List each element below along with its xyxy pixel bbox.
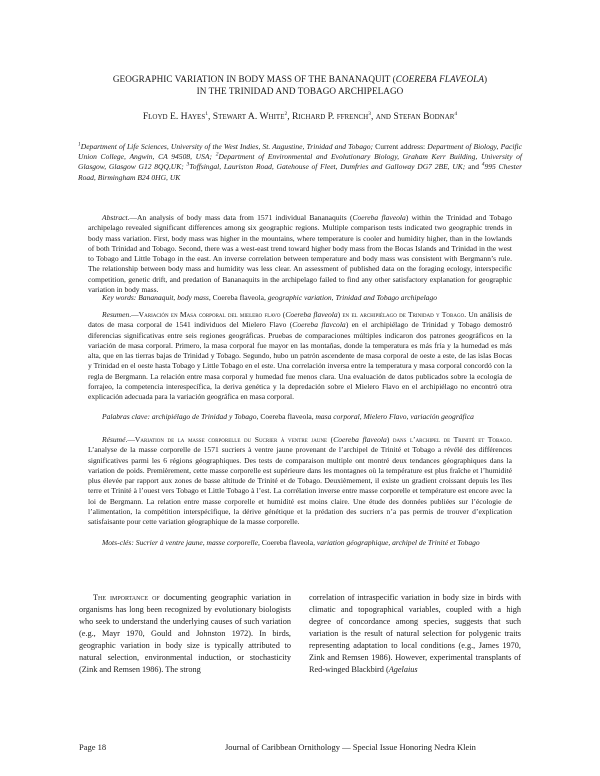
- title-species: COEREBA FLAVEOLA: [395, 74, 484, 84]
- keywords-en: Key words: Bananaquit, body mass, Coereba flaveola, geographic variation, Trinidad and Tobago archipelago: [102, 293, 437, 302]
- title-line-2: IN THE TRINIDAD AND TOBAGO ARCHIPELAGO: [196, 86, 404, 97]
- author-2: Stewart A. White: [212, 111, 285, 122]
- journal-footer: Journal of Caribbean Ornithology — Special Issue Honoring Nedra Klein: [225, 742, 476, 752]
- keywords-es: Palabras clave: archipiélago de Trinidad y Tobago, Coereba flaveola, masa corporal, Mielero Flavo, variación geográfica: [102, 412, 474, 421]
- affiliations: $^1$Department of Life Sciences, University of the West Indies, St. Augustine, Trinidad and Tobago; Current address: Department of Biology, Pacific Union College, Angwin, CA 94508, USA; $^2$Department of Environmental and Evolutionary Biology, Graham Kerr Building, University of Glasgow, Glasgow G12 8QQ,UK; $^3$Toffsingal, Lauriston Road, Gatehouse of Fleet, Dumfries and Galloway DG7 2BE, UK; and $^4$995 Chester Road, Birmingham B24 0HG, UK: [78, 141, 523, 182]
- author-3: Richard P. ffrench: [292, 111, 369, 122]
- abstract-en: Abstract.—An analysis of body mass data from 1571 individual Bananaquits (Coereba flaveola) within the Trinidad and Tobago archipelago revealed significant differences among six geographic regions. Multiple comparison tests indicated two geographic trends in body mass variation. First, body mass was higher in the mountains, where temperature is cooler and humidity higher, than in the lowlands of both Trinidad and Tobago. Second, there was a west-east trend toward higher body mass from the Bocas Islands and Trinidad in the west to Tobago and Little Tobago in the east. An inverse correlation between temperature and body mass was consistent with Bergmann’s rule. The relationship between body mass and humidity was less clear. An assessment of published data on the foraging ecology, interspecific competition, genetic drift, and predation of Bananaquits in the archipelago failed to find any other satisfactory explanation for geographic variation in body mass.: [88, 213, 512, 295]
- keywords-fr: Mots-clés: Sucrier à ventre jaune, masse corporelle, Coereba flaveola, variation géographique, archipel de Trinité et Tobago: [102, 538, 480, 547]
- abstract-es: Resumen.—Variación en Masa corporal del mielero flavo (Coereba flaveola) en el archipiélago de Trinidad y Tobago. Un análisis de datos de masa corporal de 1541 individuos del Mielero Flavo (Coereba flavcola) en el archipiélago de Trinidad y Tobago demostró diferencias significativas entre seis regiones geográficas. Pruebas de comparaciones múltiples indicaron dos patrones geográficos en la variación de masa corporal. Primero, la masa corporal fue mayor en las montañas, donde la temperatura es más fría y la humedad es más alta, que en las tierras bajas de Trinidad y Tobago. Segundo, hubo un patrón ascendente de masa corporal de oeste a este, de las islas Bocas y Trinidad en el oeste hasta Tobago y Little Tobago en el este. Una correlación inversa entre la temperatura y masa corporal concordó con la regla de Bergmann. La relación entre masa corporal y humedad fue menos clara. Una evaluación de datos publicados sobre la ecología de forrajeo, la competencia interespecífica, la deriva genética y la depredación sobre el Mielero Flavo en el archipiélago no encontró otra explicación adecuada para la variación geográfica en masa corporal.: [88, 310, 513, 402]
- body-column-left: The importance of documenting geographic variation in organisms has long been recognized by evolutionary biologists who seek to understand the underlying causes of such variation (e.g., Mayr 1970, Gould and Johnston 1972). In birds, geographic variation in body size is typically attributed to natural selection, environmental induction, or stochasticity (Zink and Remsen 1986). The strong: [79, 593, 292, 674]
- body-column-right: correlation of intraspecific variation in body size in birds with climatic and topographical variables, coupled with a high degree of concordance among species, suggests that such variation is the result of natural selection for polygenic traits representing adaptation to local conditions (e.g., James 1970, Zink and Remsen 1986). However, experimental transplants of Red-winged Blackbird (Agelaius: [309, 593, 521, 674]
- article-title: [60, 73, 540, 97]
- page-number: Page 18: [79, 742, 107, 752]
- title-line-1: GEOGRAPHIC VARIATION IN BODY MASS OF THE BANANAQUIT (COEREBA FLAVEOLA): [112, 74, 488, 84]
- author-4: and Stefan Bodnar: [375, 111, 455, 122]
- author-1: Floyd E. Hayes: [142, 111, 206, 122]
- abstract-fr: Résumé.—Variation de la masse corporelle du Sucrier à ventre jaune (Coereba flaveola) dans l’archipel de Trinité et Tobago. L’analyse de la masse corporelle de 1571 sucriers à ventre jaune provenant de l’archipel de Trinité et Tobago a révélé des différences significatives parmi les 6 régions géographiques. Des tests de comparaison multiple ont montré deux tendances géographiques dans la variation de poids. Premièrement, cette masse corporelle est supérieure dans les montagnes où la température est plus fraîche et l’humidité plus élevée par rapport aux zones de basse altitude de Trinité et de Tobago. Deuxièmement, il existe un gradient croissant depuis les îles terre et Trinité à l’ouest vers Tobago et Little Tobago à l’est. La corrélation inverse entre masse corporelle et température est encore avec la loi de Bergmann. La relation entre masse corporelle et humidité est moins claire. Une étude des données publiées sur l’écologie de l’alimentation, la compétition interspécifique, la dérive génétique et la prédation des sucriers n’a pas permis de trouver d’explication satisfaisante pour cette variation géographique de la masse corporelle.: [88, 435, 513, 527]
- author-list: Floyd E. Hayes$^1$, Stewart A. White$^2$, Richard P. ffrench$^3$, and Stefan Bodnar$^4$: [142, 110, 458, 122]
